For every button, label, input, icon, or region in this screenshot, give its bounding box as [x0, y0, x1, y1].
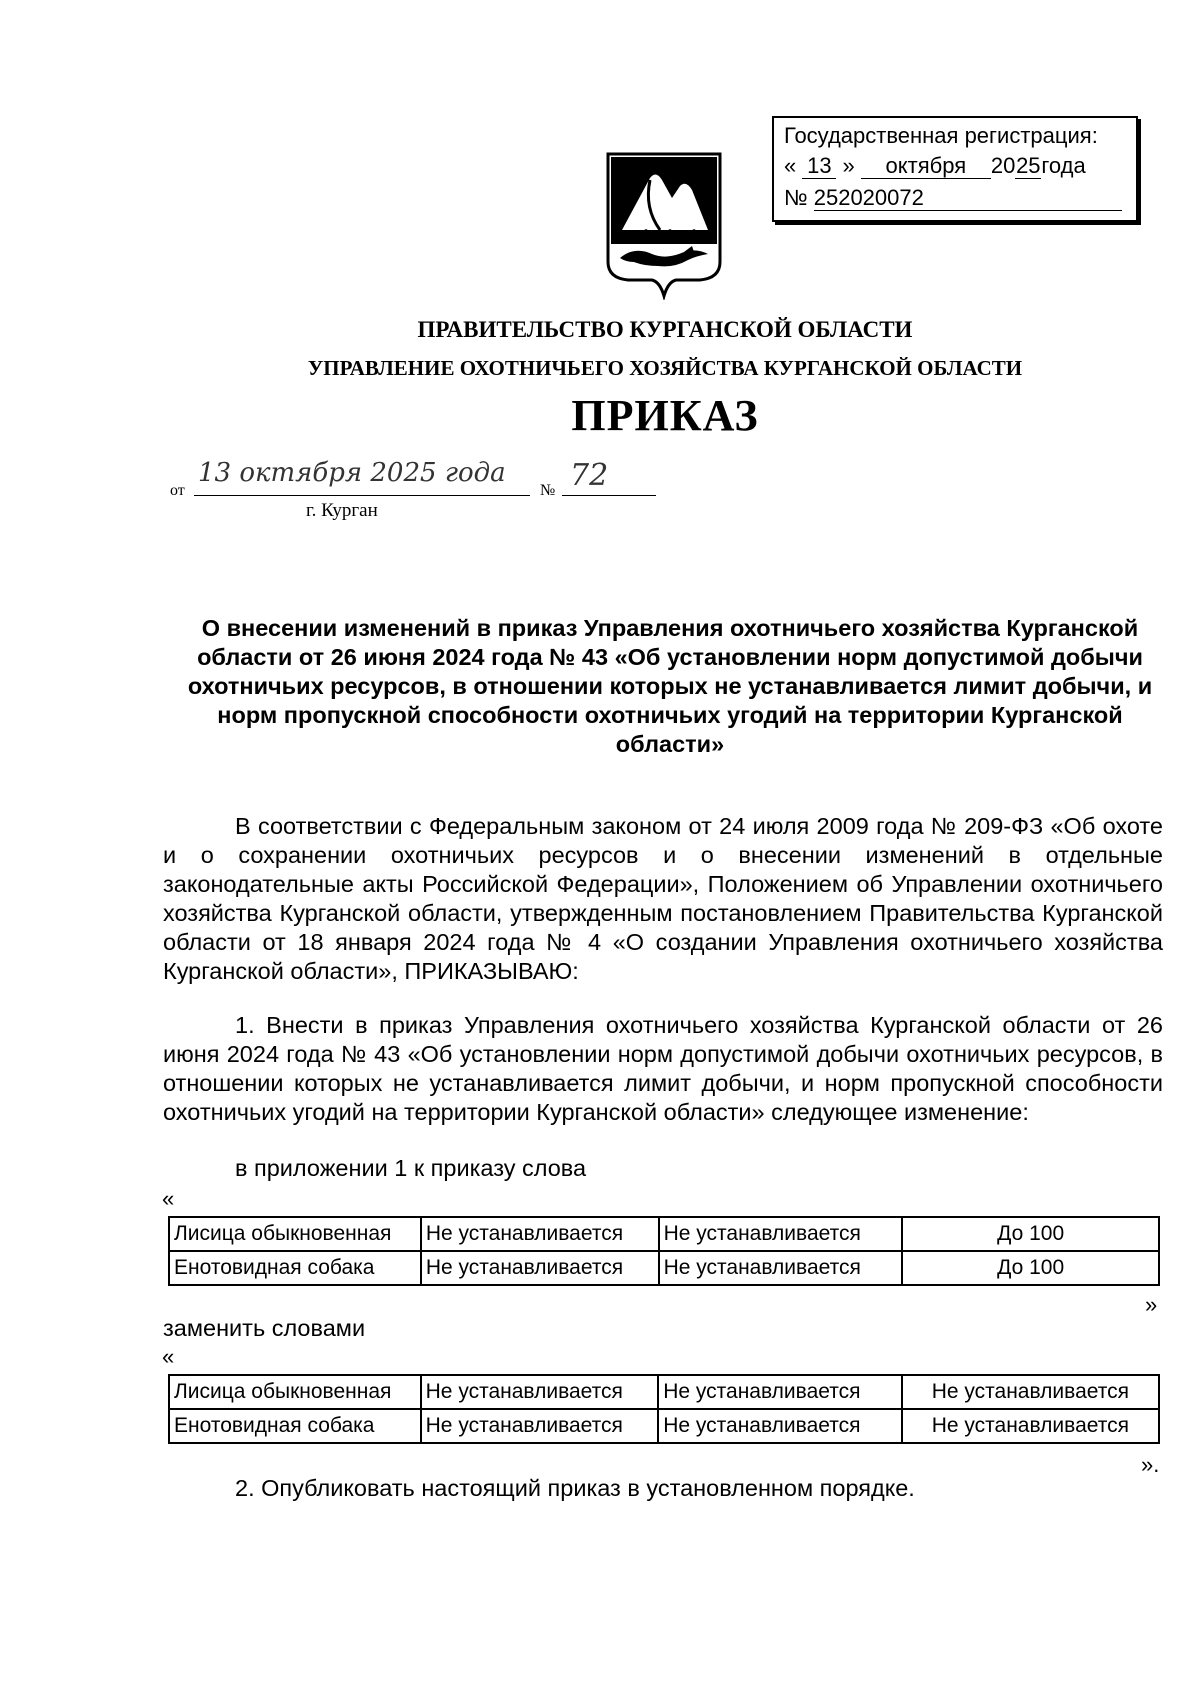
table-cell: Лисица обыкновенная	[169, 1217, 421, 1251]
old-values-table	[168, 1216, 1160, 1286]
table-cell: Енотовидная собака	[169, 1251, 421, 1285]
city-name: г. Курган	[306, 500, 378, 521]
table-cell: Не устанавливается	[421, 1409, 659, 1443]
table-row	[169, 1375, 1159, 1409]
order-title: О внесении изменений в приказ Управления охотничьего хозяйства Курганской области от 26 июня 2024 года № 43 «Об установлении норм допустимой добычи охотничьих ресурсов, в отношении которых не устанавливается лимит добычи, и норм пропускной способности охотничьих угодий на территории Курганской области»	[187, 615, 1153, 757]
table-cell: До 100	[902, 1217, 1159, 1251]
table-cell: Не устанавливается	[659, 1217, 903, 1251]
department-name: УПРАВЛЕНИЕ ОХОТНИЧЬЕГО ХОЗЯЙСТВА КУРГАНСКОЙ ОБЛАСТИ	[307, 356, 1023, 380]
table-cell: Лисица обыкновенная	[169, 1375, 421, 1409]
document-type-heading: ПРИКАЗ	[571, 391, 759, 440]
open-quote-new: «	[162, 1344, 175, 1369]
new-values-table	[168, 1374, 1160, 1444]
date-label: от	[170, 482, 185, 499]
registration-number: 252020072	[814, 186, 1122, 211]
table-cell: Не устанавливается	[421, 1251, 659, 1285]
table-cell: Енотовидная собака	[169, 1409, 421, 1443]
registration-year-suffix: 25	[1016, 153, 1041, 178]
appendix-words-paragraph: в приложении 1 к приказу слова	[235, 1155, 587, 1181]
registration-year-word: года	[1041, 153, 1086, 178]
table-cell: Не устанавливается	[658, 1409, 901, 1443]
coat-of-arms-emblem	[604, 150, 724, 300]
table-cell: Не устанавливается	[421, 1217, 659, 1251]
replace-words-label: заменить словами	[163, 1315, 366, 1341]
table-row	[169, 1409, 1159, 1443]
table-cell: Не устанавливается	[421, 1375, 659, 1409]
table-row	[169, 1217, 1159, 1251]
open-quote-old: «	[162, 1186, 175, 1211]
government-name: ПРАВИТЕЛЬСТВО КУРГАНСКОЙ ОБЛАСТИ	[417, 317, 913, 342]
close-quote-old: »	[1145, 1292, 1158, 1317]
registration-year-prefix: 20	[990, 153, 1016, 178]
registration-month: октября	[861, 154, 991, 179]
table-cell: До 100	[902, 1251, 1159, 1285]
order-number-label: №	[540, 482, 556, 499]
table-cell: Не устанавливается	[658, 1375, 901, 1409]
table-row	[169, 1251, 1159, 1285]
registration-number-line	[784, 183, 1122, 213]
registration-stamp	[772, 116, 1138, 222]
item-2-paragraph: 2. Опубликовать настоящий приказ в установленном порядке.	[235, 1475, 915, 1501]
registration-title: Государственная регистрация:	[784, 123, 1098, 148]
handwritten-order-number: 72	[562, 458, 656, 496]
registration-date: « 13 » октября 2025года	[784, 153, 1086, 178]
handwritten-date: 13 октября 2025 года	[194, 458, 530, 496]
table-cell: Не устанавливается	[902, 1375, 1159, 1409]
preamble-paragraph: В соответствии с Федеральным законом от 24 июля 2009 года № 209-ФЗ «Об охоте и о сохранении охотничьих ресурсов и о внесении изменений в отдельные законодательные акты Российской Федерации», Положением об Управлении охотничьего хозяйства Курганской области, утвержденным постановлением Правительства Курганской области от 18 января 2024 года № 4 «О создании Управления охотничьего хозяйства Курганской области», ПРИКАЗЫВАЮ:	[163, 813, 1163, 984]
table-cell: Не устанавливается	[659, 1251, 903, 1285]
registration-number-label: №	[784, 185, 808, 210]
close-quote-new: ».	[1141, 1452, 1160, 1477]
table-cell: Не устанавливается	[902, 1409, 1159, 1443]
registration-day: 13	[802, 154, 836, 179]
item-1-paragraph: 1. Внести в приказ Управления охотничьего хозяйства Курганской области от 26 июня 2024 года № 43 «Об установлении норм допустимой добычи охотничьих ресурсов, в отношении которых не устанавливается лимит добычи, и норм пропускной способности охотничьих угодий на территории Курганской области» следующее изменение:	[163, 1012, 1163, 1125]
